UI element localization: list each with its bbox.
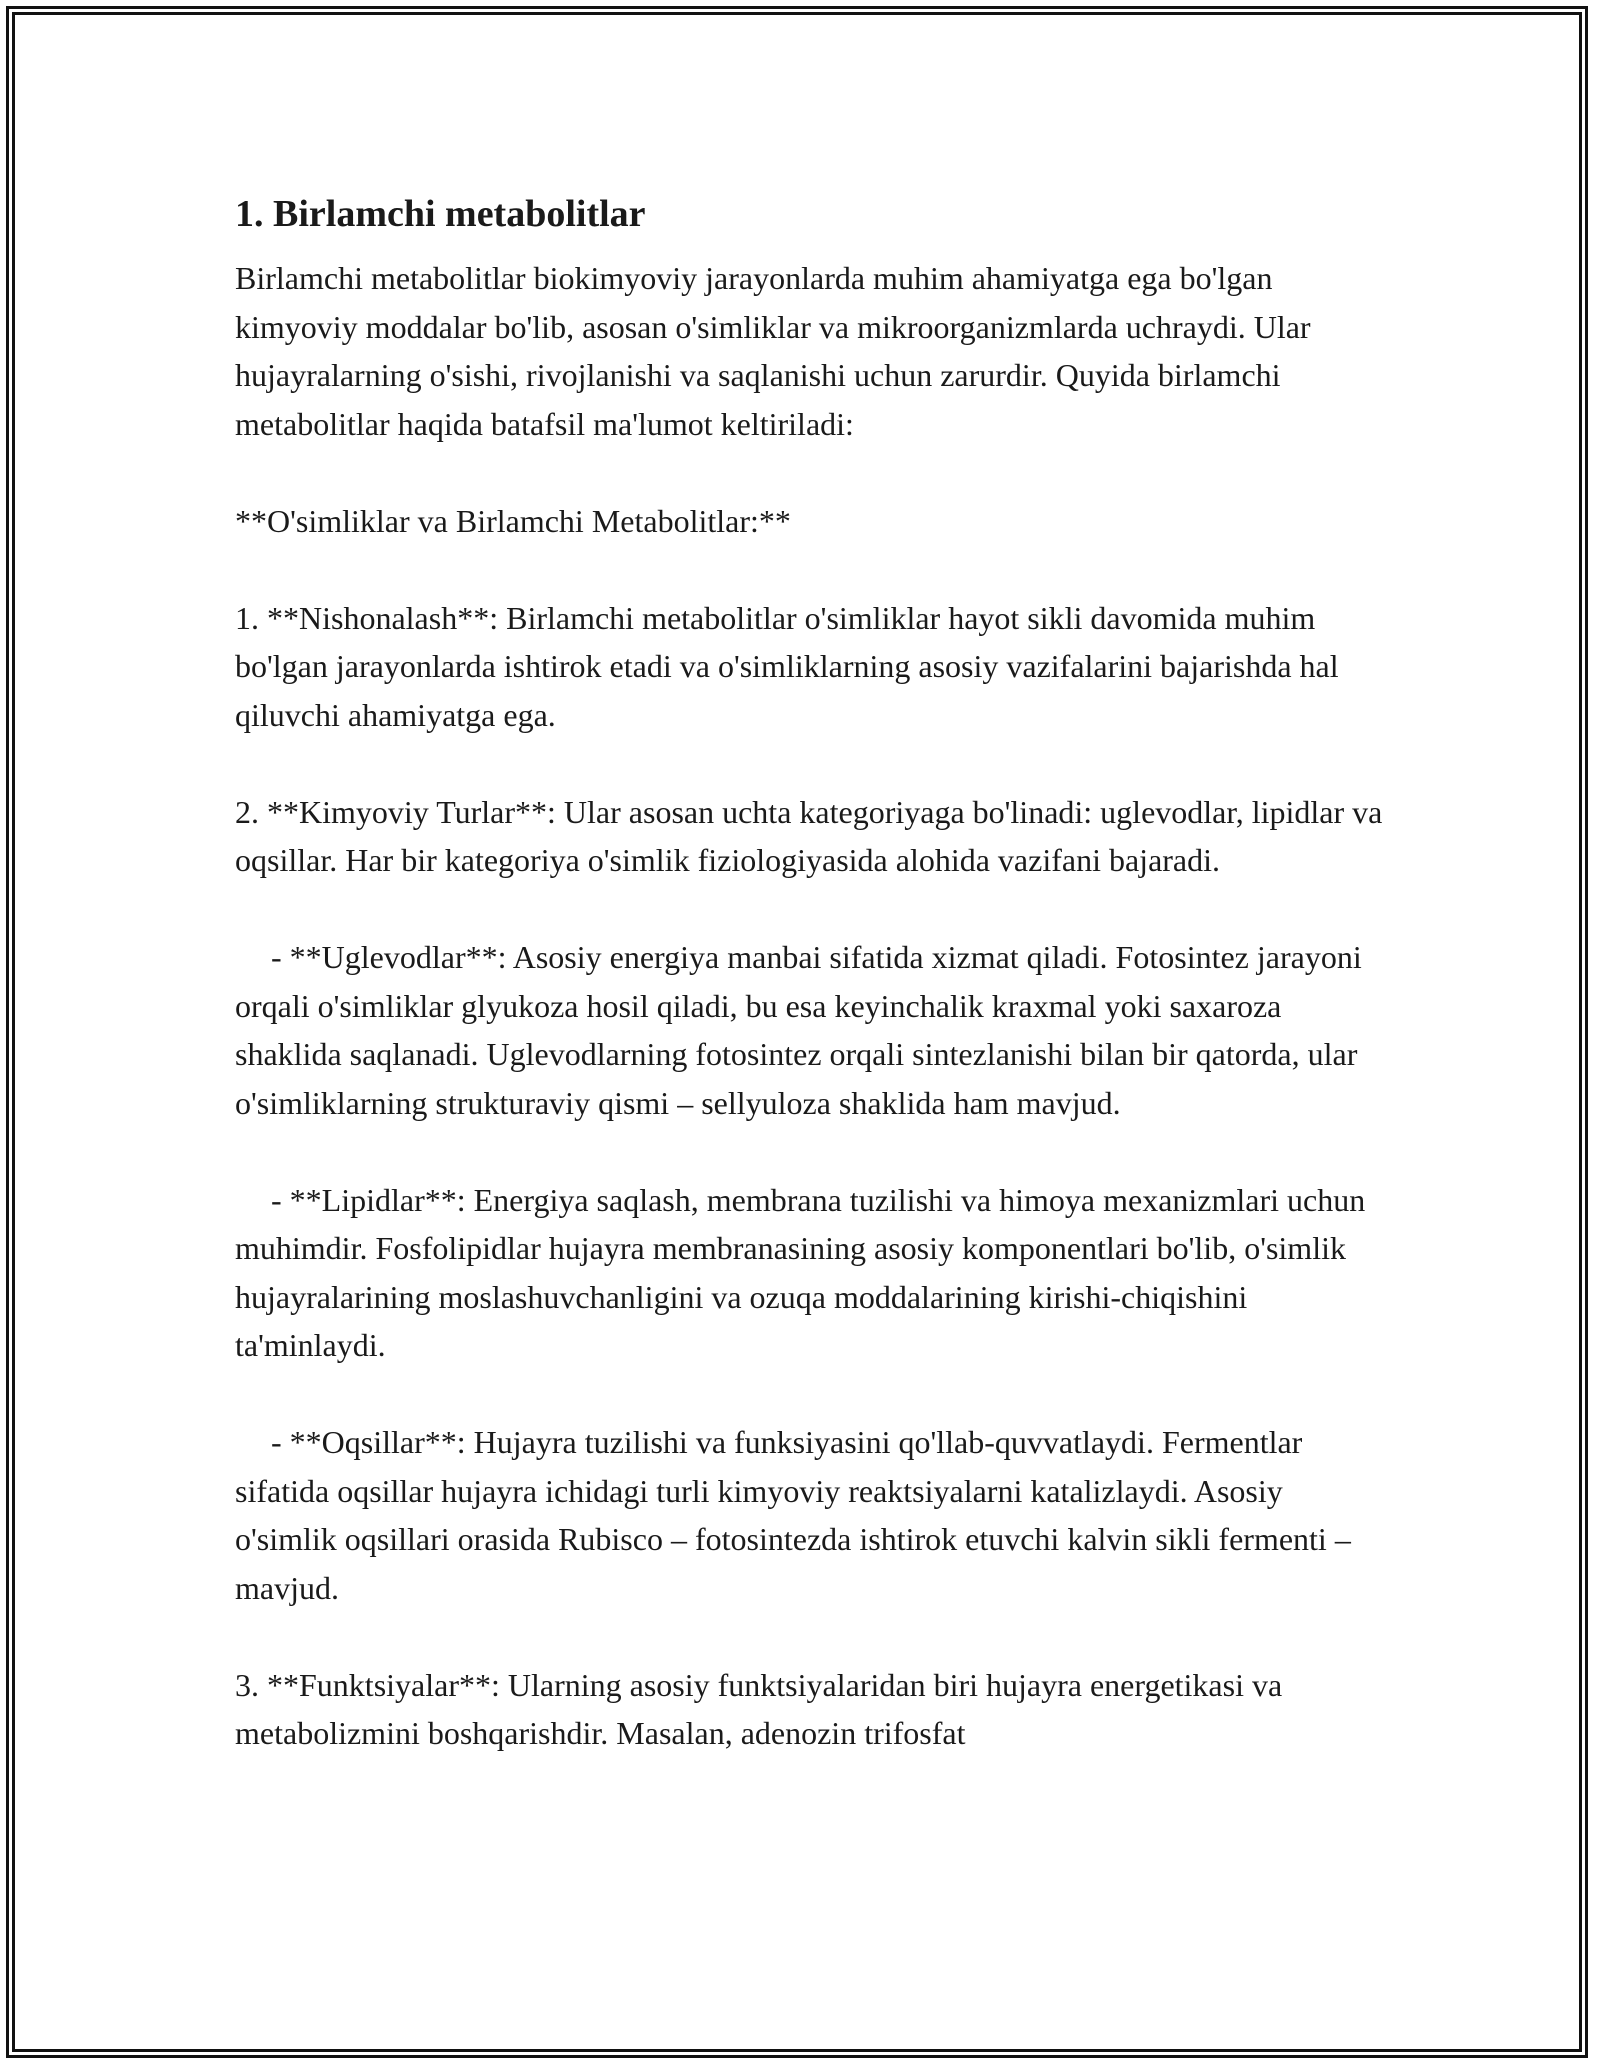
document-body <box>235 182 1385 1758</box>
list-item-nishonalash: 1. **Nishonalash**: Birlamchi metabolitlar o'simliklar hayot sikli davomida muhim bo'lgan jarayonlarda ishtirok etadi va o'simliklarning asosiy vazifalarini bajarishda hal qiluvchi ahamiyatga ega. <box>235 599 1339 733</box>
sub-item-oqsillar: - **Oqsillar**: Hujayra tuzilishi va funksiyasini qo'llab-quvvatlaydi. Fermentlar sifatida oqsillar hujayra ichidagi turli kimyoviy reaktsiyalarni katalizlaydi. Asosiy o'simlik oqsillari orasida Rubisco – fotosintezda ishtirok etuvchi kalvin sikli fermenti – mavjud. <box>235 1424 1351 1606</box>
subsection-title: **O'simliklar va Birlamchi Metabolitlar:** <box>235 502 791 539</box>
intro-paragraph: Birlamchi metabolitlar biokimyoviy jarayonlarda muhim ahamiyatga ega bo'lgan kimyoviy moddalar bo'lib, asosan o'simliklar va mikroorganizmlarda uchraydi. Ular hujayralarning o'sishi, rivojlanishi va saqlanishi uchun zarurdir. Quyida birlamchi metabolitlar haqida batafsil ma'lumot keltiriladi: <box>235 260 1311 442</box>
section-heading: 1. Birlamchi metabolitlar <box>235 193 646 235</box>
sub-item-uglevodlar: - **Uglevodlar**: Asosiy energiya manbai sifatida xizmat qiladi. Fotosintez jarayoni orqali o'simliklar glyukoza hosil qiladi, bu esa keyinchalik kraxmal yoki saxaroza shaklida saqlanadi. Uglevodlarning fotosintez orqali sintezlanishi bilan bir qatorda, ular o'simliklarning strukturaviy qismi – sellyuloza shaklida ham mavjud. <box>235 939 1362 1121</box>
list-item-funktsiyalar: 3. **Funktsiyalar**: Ularning asosiy funktsiyalaridan biri hujayra energetikasi va metabolizmini boshqarishdir. Masalan, adenozin trifosfat <box>235 1666 1283 1751</box>
sub-item-lipidlar: - **Lipidlar**: Energiya saqlash, membrana tuzilishi va himoya mexanizmlari uchun muhimdir. Fosfolipidlar hujayra membranasining asosiy komponentlari bo'lib, o'simlik hujayralarining moslashuvchanligini va ozuqa moddalarining kirishi-chiqishini ta'minlaydi. <box>235 1181 1366 1363</box>
list-item-kimyoviy-turlar: 2. **Kimyoviy Turlar**: Ular asosan uchta kategoriyaga bo'linadi: uglevodlar, lipidlar va oqsillar. Har bir kategoriya o'simlik fiziologiyasida alohida vazifani bajaradi. <box>235 793 1383 878</box>
